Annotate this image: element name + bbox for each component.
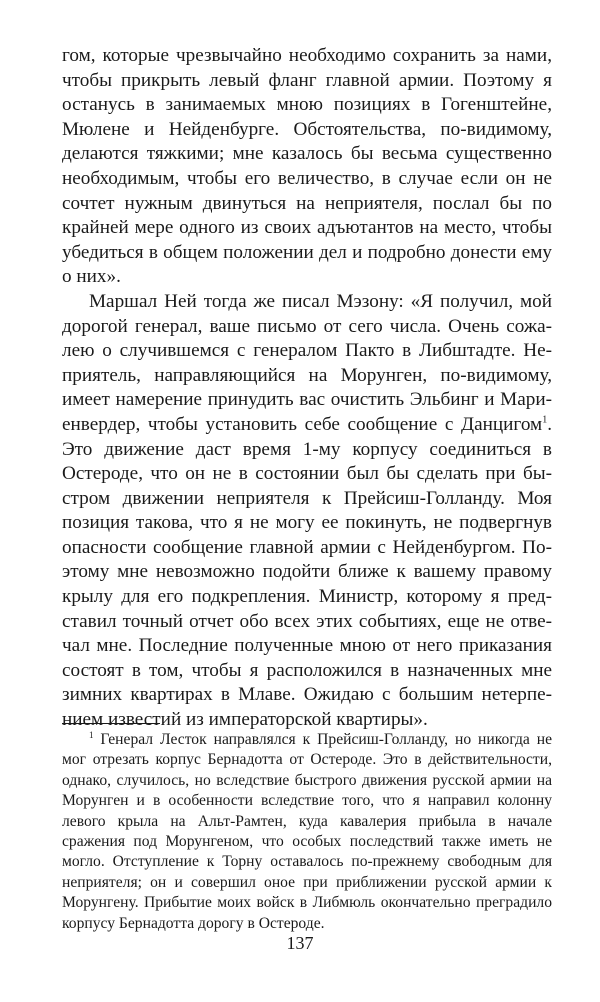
footnote-marker: 1 xyxy=(89,729,94,740)
paragraph-ney-letter xyxy=(62,290,552,733)
paragraph-continuation: гом, которые чрезвычайно необходимо сохранить за нами, чтобы прикрыть левый фланг главной армии. Поэтому я останусь в занимаемых мною позициях в Гогенштейне, Мюлене и Нейденбурге. Обстоятельства, по-видимому, делаются тяжкими; мне казалось бы весьма существенно необходимым, чтобы его величество, в случае если он не сочтет нужным двинуться на неприятеля, послал бы по крайней мере одного из своих адъютантов на место, чтобы убедиться в общем положении дел и подробно донести ему о них». xyxy=(62,45,552,288)
footnote xyxy=(62,730,552,934)
page-number: 137 xyxy=(286,933,314,953)
footnote-text: Генерал Лесток направлялся к Прейсиш-Голланду, но никогда не мог отрезать корпус Бернадотта от Остероде. Это в действительности, однако, случилось, но вследствие быстрого движения русской армии на Морунген и в особенности вследствие того, что я направил колонну левого крыла на Альт-Рамтен, куда кавалерия прибыла в начале сражения под Морунгеном, что особых последствий также иметь не могло. Отступление к Торну оставалось по-прежнему свободным для неприятеля; он и совершил оное при приближении русской армии к Морунгену. Прибытие моих войск в Либмюль окончательно преградило корпусу Бернадотта дорогу в Остероде. xyxy=(62,731,552,932)
paragraph-ney-letter-part2: . Это движение даст время 1-му корпусу соединиться в Остероде, что он не в состоянии был бы сделать при быстром движении неприятеля к Прейсиш-Голланду. Моя позиция такова, что я не могу ее покинуть, не подвергнув опасности сообщение главной армии с Нейденбургом. Поэтому мне невозможно подойти ближе к вашему правому крылу для его подкрепления. Министр, которому я представил точный отчет обо всех этих событиях, еще не отвечал мне. Последние полученные мною от него приказания состоят в том, чтобы я расположился в назначенных мне зимних квартирах в Млаве. Ожидаю с большим нетерпением известий из императорской квартиры». xyxy=(62,413,552,731)
main-text xyxy=(62,44,552,733)
footnote-divider xyxy=(62,723,160,724)
paragraph-ney-letter-part1: Маршал Ней тогда же писал Мэзону: «Я получил, мой дорогой генерал, ваше письмо от сего числа. Очень сожалею о случившемся с генералом Пакто в Либштадте. Неприятель, направляющийся на Морунген, по-видимому, имеет намерение принудить вас очистить Эльбинг и Мариенвердер, чтобы установить себе сообщение с Данцигом xyxy=(62,290,552,435)
footnote-reference: 1 xyxy=(542,414,548,426)
